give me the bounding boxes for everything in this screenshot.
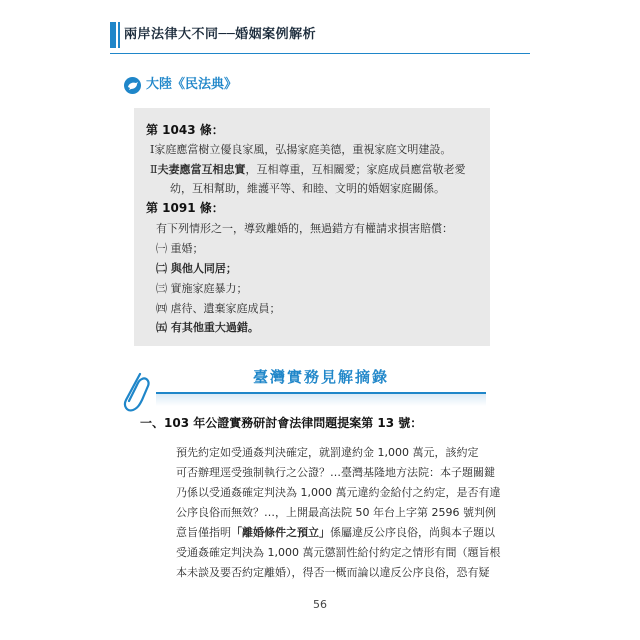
- article-item: ㈠ 重婚；: [156, 242, 204, 255]
- article-line: Ⅱ夫妻應當互相忠實，互相尊重，互相關愛；家庭成員應當敬老愛: [150, 163, 466, 176]
- body-line: 受通姦確定判決為 1,000 萬元懲罰性給付約定之情形有間（題旨根: [176, 546, 501, 559]
- body-line: 本未談及要否約定離婚），得否一概而論以違反公序良俗，恐有疑: [176, 566, 490, 579]
- article-intro: 有下列情形之一，導致離婚的，無過錯方有權請求損害賠償：: [156, 222, 453, 235]
- header-accent-bar-thin: [118, 22, 120, 48]
- article-line: 幼，互相幫助，維護平等、和睦、文明的婚姻家庭關係。: [170, 182, 445, 195]
- article-heading: 第 1043 條：: [146, 123, 224, 137]
- article-item: ㈤ 有其他重大過錯。: [156, 321, 259, 334]
- header-accent-bar: [110, 22, 116, 48]
- article-item: ㈡ 與他人同居；: [156, 262, 237, 275]
- article-item: ㈣ 虐待、遺棄家庭成員；: [156, 302, 281, 315]
- section-title: 大陸《民法典》: [146, 77, 238, 92]
- article-bold-phrase: 夫妻應當互相忠實: [157, 163, 246, 176]
- article-heading: 第 1091 條：: [146, 201, 224, 215]
- running-header-title: 兩岸法律大不同──婚姻案例解析: [124, 27, 317, 42]
- header-rule: [110, 53, 530, 54]
- banner-title: 臺灣實務見解摘錄: [252, 368, 389, 386]
- page-number: 56: [313, 598, 327, 611]
- body-line: 可否辦理逕受強制執行之公證？…臺灣基隆地方法院：本子題關鍵: [176, 466, 495, 479]
- bird-icon: [124, 77, 141, 94]
- body-line: 預先約定如受通姦判決確定，就罰違約金 1,000 萬元，該約定: [176, 446, 479, 459]
- article-line: Ⅰ家庭應當樹立優良家風，弘揚家庭美德，重視家庭文明建設。: [150, 143, 452, 156]
- article-item: ㈢ 實施家庭暴力；: [156, 282, 248, 295]
- body-line: 公序良俗而無效？…，上開最高法院 50 年台上字第 2596 號判例: [176, 506, 496, 519]
- case-item-title: 一、103 年公證實務研討會法律問題提案第 13 號：: [140, 416, 423, 430]
- body-line: 意旨僅指明「離婚條件之預立」係屬違反公序良俗，尚與本子題以: [176, 526, 495, 539]
- body-line: 乃係以受通姦確定判決為 1,000 萬元違約金給付之約定，是否有違: [176, 486, 501, 499]
- banner-shade: [156, 394, 486, 406]
